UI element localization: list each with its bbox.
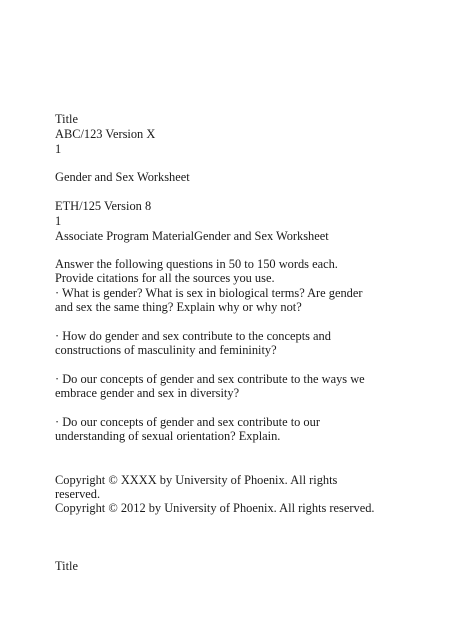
question-2-line-2: constructions of masculinity and femininity? [55, 343, 277, 357]
instructions-line-2: Provide citations for all the sources you use. [55, 271, 275, 285]
header-title: Title [55, 112, 78, 126]
instructions-line-1: Answer the following questions in 50 to 150 words each. [55, 257, 338, 271]
question-3-line-2: embrace gender and sex in diversity? [55, 386, 240, 400]
question-3-line-1: · Do our concepts of gender and sex contribute to the ways we [55, 372, 365, 386]
copyright-1-line-2: reserved. [55, 487, 101, 501]
question-1-line-1: · What is gender? What is sex in biological terms? Are gender [55, 286, 363, 300]
question-4-line-1: · Do our concepts of gender and sex contribute to our [55, 415, 320, 429]
question-4-line-2: understanding of sexual orientation? Explain. [55, 429, 281, 443]
course-version: ABC/123 Version X [55, 127, 156, 141]
eth-version: ETH/125 Version 8 [55, 199, 152, 213]
question-1-line-2: and sex the same thing? Explain why or why not? [55, 300, 302, 314]
copyright-2: Copyright © 2012 by University of Phoenix. All rights reserved. [55, 501, 375, 515]
worksheet-title: Gender and Sex Worksheet [55, 170, 190, 184]
footer-title: Title [55, 559, 78, 573]
copyright-1-line-1: Copyright © XXXX by University of Phoenix. All rights [55, 473, 338, 487]
page-number-2: 1 [55, 214, 62, 228]
question-2-line-1: · How do gender and sex contribute to the concepts and [55, 329, 331, 343]
program-material: Associate Program MaterialGender and Sex Worksheet [55, 229, 329, 243]
page-number: 1 [55, 142, 62, 156]
